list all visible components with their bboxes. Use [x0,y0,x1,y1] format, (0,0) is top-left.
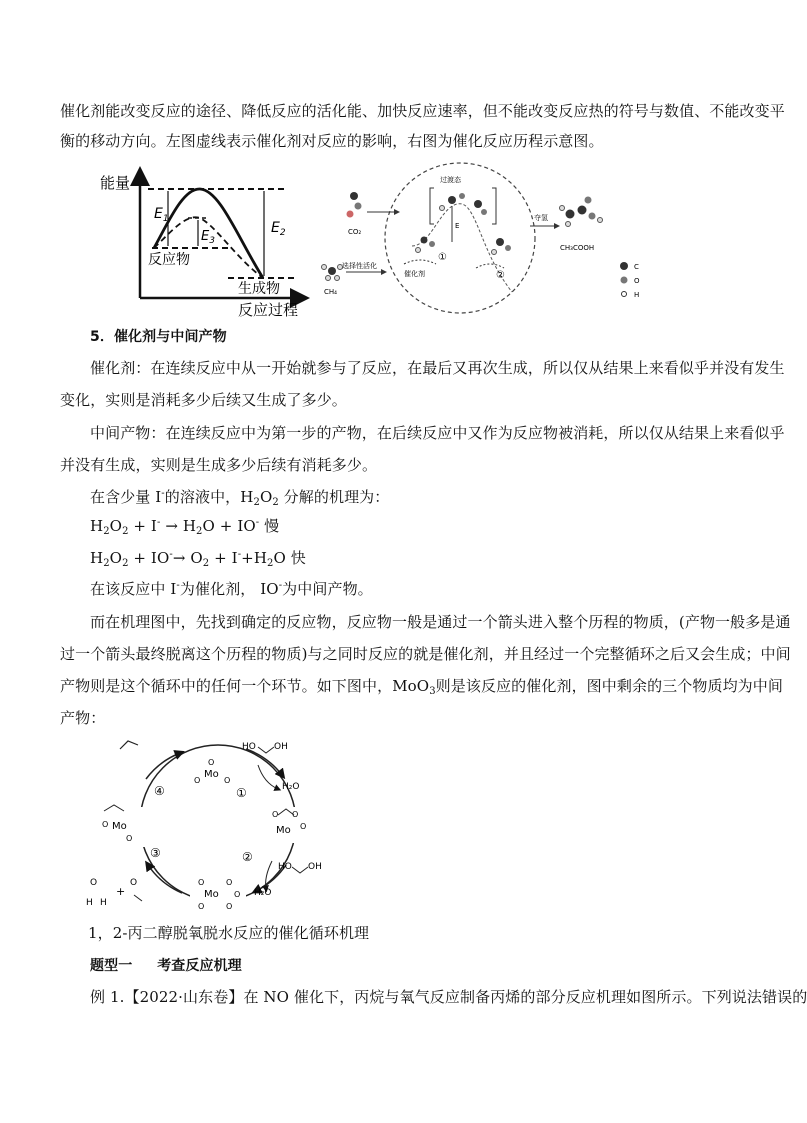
propylene-structure [120,741,138,749]
svg-text:O: O [292,810,299,819]
para-line-4: 产物： [60,709,106,727]
e2-label: $E_2$ [271,220,286,238]
step-2-label: ② [496,270,505,281]
catalyst-def-line-2: 变化，实则是消耗多少后续又生成了多少。 [60,391,347,409]
catalyst-circle [385,163,535,313]
step-1-label: ① [438,252,447,263]
reactant-label: 反应物 [148,252,190,268]
energy-diagram [100,168,308,319]
cycle-caption: 1，2-丙二醇脱氧脱水反应的催化循环机理 [88,924,370,942]
svg-text:O: O [224,776,231,785]
catalyst-label: 催化剂 [404,270,425,278]
svg-text:O: O [194,776,201,785]
svg-text:O: O [90,878,98,888]
svg-text:H: H [86,898,93,908]
svg-text:O: O [300,822,307,831]
y-label: 能量 [100,174,131,192]
transition-state-label: 过渡态 [440,176,461,184]
svg-text:O: O [272,810,279,819]
catalyst-def-line-1: 催化剂：在连续反应中从一开始就参与了反应，在最后又再次生成，所以仅从结果上来看似乎并没有发生 [90,359,785,377]
svg-text:O: O [130,878,138,888]
legend-c: C [634,263,639,271]
h2o-2: H₂O [254,888,272,898]
svg-text:O: O [102,820,109,829]
svg-text:OH: OH [308,862,322,872]
alkoxide-structure [98,805,152,847]
equation-2: $H_2O_2 + IO^-\to O_2 + I^-+H_2O$ 快 [90,549,306,569]
step-3-label: ③ [150,846,161,860]
svg-text:+: + [116,885,126,898]
selective-activation-label: 选择性活化 [342,262,377,270]
acetic-acid-molecule [560,197,603,227]
legend-h: H [634,291,640,299]
diol-reactant-2 [278,862,322,873]
h2o-1: H₂O [282,782,300,792]
product-label: 生成物 [238,281,280,297]
step-2-label: ② [242,850,253,864]
svg-text:O: O [126,834,133,843]
h-abstraction-label: 夺氢 [534,214,548,222]
svg-text:O: O [198,902,205,911]
x-label: 反应过程 [238,301,299,319]
legend [620,262,640,299]
example-1-text: 例 1.【2022·山东卷】在 NO 催化下，丙烷与氧气反应制备丙烯的部分反应机理如图所示。下列说法错误的 [90,988,807,1006]
transition-state-molecule [440,193,488,215]
ch4-molecule [322,265,343,281]
step-4-label: ④ [154,784,165,798]
svg-text:Mo: Mo [112,821,127,832]
svg-text:Mo: Mo [204,769,219,780]
aldehyde-products [86,878,142,908]
catalyst-conclusion: 在该反应中 I-为催化剂， IO-为中间产物。 [90,580,373,598]
intermediate-def-line-2: 并没有生成，实则是生成多少后续有消耗多少。 [60,456,378,474]
svg-text:Mo: Mo [204,889,219,900]
ch4-label: CH₄ [324,288,337,296]
intro-line-2: 衡的移动方向。左图虚线表示催化剂对反应的影响，右图为催化反应历程示意图。 [60,132,604,150]
svg-text:Mo: Mo [276,825,291,836]
product-label: CH₃COOH [560,244,595,252]
para-line-3: 产物则是这个循环中的任何一个环节。如下图中，MoO$_3$则是该反应的催化剂，图中剩余的三个物质均为中间 [60,677,783,697]
co2-molecule [347,192,362,218]
mechanism-intro: 在含少量 I-的溶液中，$H_2O_2$ 分解的机理为： [90,488,390,508]
intermediate-def-line-1: 中间产物：在连续反应中为第一步的产物，在后续反应中又作为反应物被消耗，所以仅从结果上来看似乎 [90,424,785,442]
svg-text:O: O [208,758,215,767]
co2-label: CO₂ [348,228,362,236]
step-1-label: ① [236,786,247,800]
equation-1: $H_2O_2 + I^- \to H_2O + IO^-$ 慢 [90,517,280,537]
e-label: E [455,222,460,230]
question-type: 题型一 考查反应机理 [90,958,242,974]
e1-label: $E_1$ [154,206,169,224]
intro-line-1: 催化剂能改变反应的途径、降低反应的活化能、加快反应速率，但不能改变反应热的符号与数值、不能改变平 [60,102,785,120]
cycle-diagram [86,735,346,915]
svg-text:HO: HO [278,862,292,872]
svg-text:O: O [234,890,241,899]
section-5-title: 5．催化剂与中间产物 [90,329,227,345]
bis-diolate-structure [190,875,246,911]
diol-reactant [242,742,288,753]
diolate-structure [262,807,316,843]
mechanism-diagram [312,164,652,316]
svg-text:HO: HO [242,742,256,752]
svg-text:OH: OH [274,742,288,752]
e3-label: $E_3$ [201,229,215,246]
svg-text:O: O [198,878,205,887]
para-line-1: 而在机理图中，先找到确定的反应物，反应物一般是通过一个箭头进入整个历程的物质，(产物一般多是通 [90,613,791,631]
intermediate-molecule [492,238,512,255]
legend-o: O [634,277,640,285]
svg-text:O: O [226,902,233,911]
moo3-structure [194,757,234,787]
svg-text:H: H [100,898,107,908]
svg-text:O: O [226,878,233,887]
para-line-2: 过一个箭头最终脱离这个历程的物质)与之同时反应的就是催化剂，并且经过一个完整循环之后又会生成；中间 [60,645,791,663]
